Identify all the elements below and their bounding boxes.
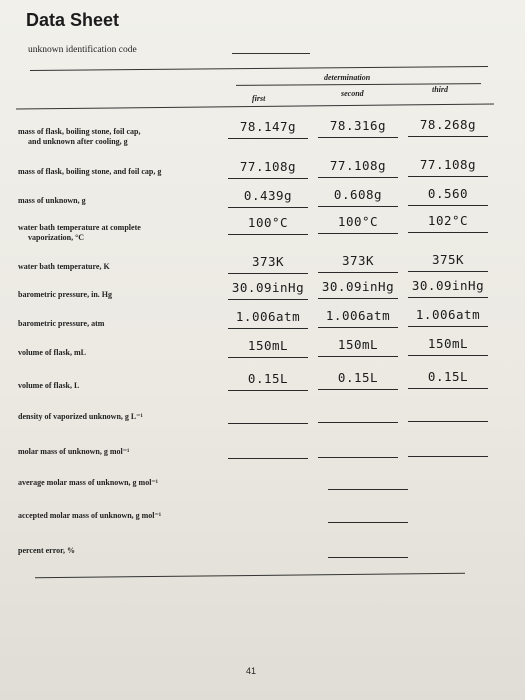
answer-blank-line	[328, 522, 408, 523]
row-label-text: density of vaporized unknown, g L⁻¹	[18, 412, 143, 421]
answer-blank-line	[228, 390, 308, 391]
answer-blank-line	[318, 389, 398, 390]
answer-blank-line	[328, 557, 408, 558]
answer-blank-line	[318, 137, 398, 138]
row-label	[18, 447, 230, 457]
handwritten-value: 78.268g	[419, 117, 477, 132]
answer-blank-line	[408, 297, 488, 298]
code-blank-line	[232, 53, 310, 54]
handwritten-value: 150mL	[337, 337, 379, 352]
answer-blank-line	[318, 356, 398, 357]
answer-blank-line	[228, 458, 308, 459]
handwritten-value: 1.006atm	[325, 308, 391, 323]
row-label	[18, 262, 230, 272]
answer-blank-line	[228, 423, 308, 424]
header-divider	[16, 103, 494, 109]
handwritten-value: 30.09inHg	[411, 278, 485, 293]
bottom-divider	[35, 573, 465, 579]
row-label-text: water bath temperature at complete	[18, 223, 141, 232]
answer-blank-line	[318, 327, 398, 328]
answer-blank-line	[408, 271, 488, 272]
handwritten-value: 30.09inHg	[321, 279, 395, 294]
answer-blank-line	[408, 355, 488, 356]
row-label-text: average molar mass of unknown, g mol⁻¹	[18, 478, 159, 487]
handwritten-value: 0.439g	[243, 188, 293, 203]
answer-blank-line	[318, 233, 398, 234]
unknown-code-label: unknown identification code	[28, 45, 137, 55]
handwritten-value: 30.09inHg	[231, 280, 305, 295]
answer-blank-line	[408, 232, 488, 233]
handwritten-value: 1.006atm	[235, 309, 301, 324]
answer-blank-line	[408, 136, 488, 137]
row-label-continued: and unknown after cooling, g	[28, 137, 128, 146]
handwritten-value: 0.608g	[333, 187, 383, 202]
answer-blank-line	[228, 234, 308, 235]
answer-blank-line	[228, 138, 308, 139]
row-label	[18, 546, 230, 556]
row-label-continued: vaporization, °C	[28, 233, 85, 242]
row-label-text: mass of flask, boiling stone, foil cap,	[18, 127, 141, 136]
row-label-text: mass of unknown, g	[18, 196, 86, 205]
handwritten-value: 375K	[431, 252, 465, 267]
answer-blank-line	[408, 326, 488, 327]
top-divider	[30, 66, 488, 71]
row-label	[18, 167, 230, 177]
answer-blank-line	[318, 457, 398, 458]
row-label-text: accepted molar mass of unknown, g mol⁻¹	[18, 511, 162, 520]
handwritten-value: 1.006atm	[415, 307, 481, 322]
second-header: second	[341, 89, 364, 98]
row-label	[18, 511, 230, 521]
answer-blank-line	[228, 178, 308, 179]
answer-blank-line	[408, 456, 488, 457]
answer-blank-line	[318, 206, 398, 207]
handwritten-value: 373K	[251, 254, 285, 269]
answer-blank-line	[318, 272, 398, 273]
row-label	[18, 196, 230, 206]
page-number: 41	[246, 666, 257, 676]
row-label	[18, 127, 230, 147]
handwritten-value: 0.15L	[337, 370, 379, 385]
row-label-text: water bath temperature, K	[18, 262, 110, 271]
row-label	[18, 348, 230, 358]
row-label-text: volume of flask, mL	[18, 348, 86, 357]
answer-blank-line	[228, 299, 308, 300]
row-label	[18, 381, 230, 391]
handwritten-value: 0.560	[427, 186, 469, 201]
handwritten-value: 373K	[341, 253, 375, 268]
answer-blank-line	[228, 273, 308, 274]
row-label	[18, 412, 230, 422]
answer-blank-line	[408, 205, 488, 206]
answer-blank-line	[328, 489, 408, 490]
first-header: first	[252, 94, 266, 103]
row-label-text: volume of flask, L	[18, 381, 80, 390]
handwritten-value: 150mL	[247, 338, 289, 353]
answer-blank-line	[318, 177, 398, 178]
handwritten-value: 77.108g	[239, 159, 297, 174]
answer-blank-line	[408, 421, 488, 422]
row-label-text: barometric pressure, in. Hg	[18, 290, 112, 299]
handwritten-value: 78.316g	[329, 118, 387, 133]
handwritten-value: 0.15L	[427, 369, 469, 384]
answer-blank-line	[228, 357, 308, 358]
handwritten-value: 78.147g	[239, 119, 297, 134]
answer-blank-line	[408, 176, 488, 177]
row-label	[18, 478, 230, 488]
answer-blank-line	[228, 328, 308, 329]
handwritten-value: 77.108g	[329, 158, 387, 173]
handwritten-value: 77.108g	[419, 157, 477, 172]
handwritten-value: 102°C	[427, 213, 469, 228]
row-label-text: mass of flask, boiling stone, and foil cap, g	[18, 167, 162, 176]
row-label-text: barometric pressure, atm	[18, 319, 105, 328]
answer-blank-line	[318, 298, 398, 299]
row-label	[18, 319, 230, 329]
answer-blank-line	[318, 422, 398, 423]
handwritten-value: 0.15L	[247, 371, 289, 386]
page-title: Data Sheet	[26, 10, 120, 30]
answer-blank-line	[408, 388, 488, 389]
row-label	[18, 223, 230, 243]
row-label-text: molar mass of unknown, g mol⁻¹	[18, 447, 130, 456]
third-header: third	[432, 85, 449, 94]
row-label-text: percent error, %	[18, 546, 75, 555]
handwritten-value: 150mL	[427, 336, 469, 351]
determination-header: determination	[324, 73, 371, 82]
answer-blank-line	[228, 207, 308, 208]
row-label	[18, 290, 230, 300]
handwritten-value: 100°C	[337, 214, 379, 229]
handwritten-value: 100°C	[247, 215, 289, 230]
